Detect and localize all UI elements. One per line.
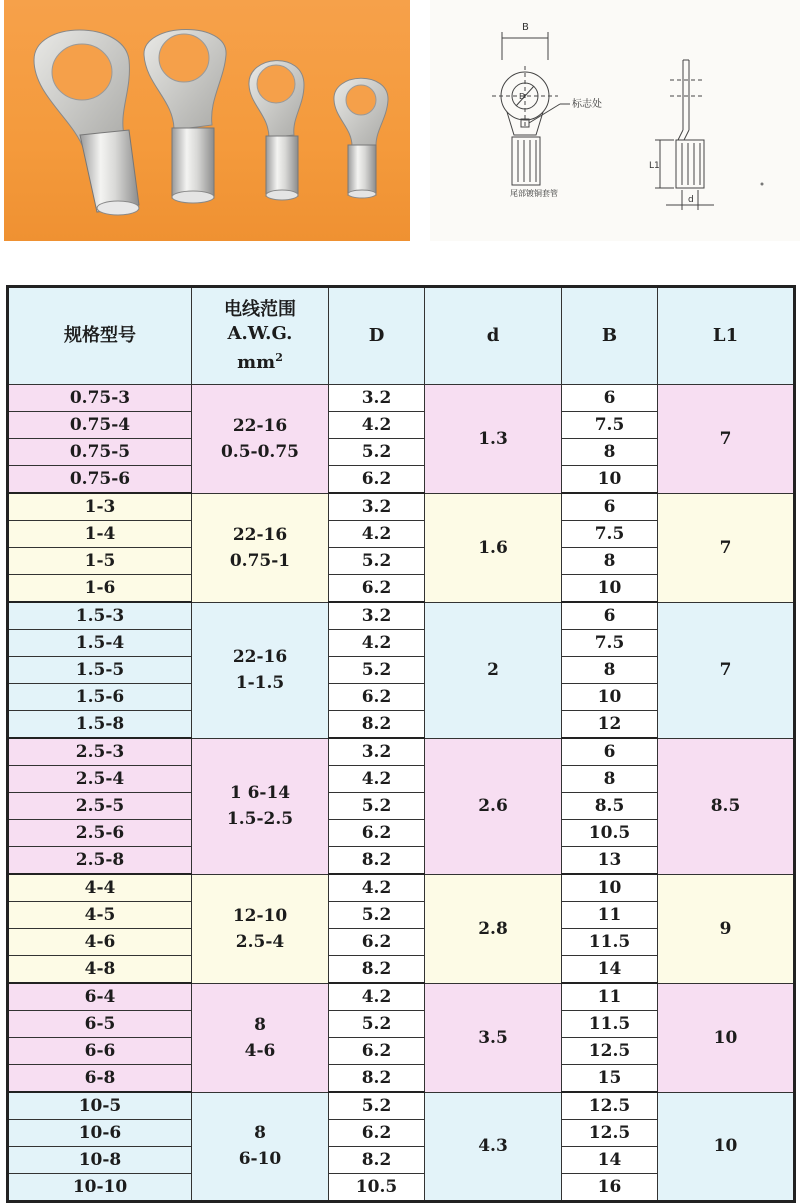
cell-B: 6 <box>562 602 658 630</box>
table-row <box>8 385 795 412</box>
cell-model: 1.5-5 <box>8 657 192 684</box>
header-B: B <box>562 287 658 385</box>
cell-d: 4.3 <box>425 1092 562 1202</box>
cell-B: 8 <box>562 766 658 793</box>
cell-D: 10.5 <box>329 1174 425 1202</box>
cell-B: 11.5 <box>562 929 658 956</box>
cell-d: 1.6 <box>425 493 562 602</box>
drawing-label-mark: 标志处 <box>572 99 602 110</box>
table-row <box>8 493 795 521</box>
cell-model: 0.75-5 <box>8 439 192 466</box>
cell-L1: 8.5 <box>658 738 795 874</box>
wire-awg: 22-16 <box>232 415 288 436</box>
terminal-medium-large <box>144 29 226 203</box>
cell-B: 8 <box>562 657 658 684</box>
product-photo <box>4 0 410 241</box>
cell-B: 6 <box>562 738 658 766</box>
wire-mm2: 0.5-0.75 <box>220 441 300 462</box>
terminal-small <box>334 78 388 198</box>
cell-B: 7.5 <box>562 412 658 439</box>
wire-mm2: 0.75-1 <box>229 550 291 571</box>
drawing-label-d-inner: D <box>519 92 526 101</box>
cell-B: 10.5 <box>562 820 658 847</box>
wire-awg: 8 <box>254 1123 266 1144</box>
cell-wire-range <box>192 1092 329 1202</box>
cell-model: 0.75-4 <box>8 412 192 439</box>
cell-B: 11 <box>562 902 658 929</box>
cell-wire-range <box>192 874 329 983</box>
cell-D: 5.2 <box>329 439 425 466</box>
technical-drawing <box>430 0 800 241</box>
cell-model: 1-3 <box>8 493 192 521</box>
terminal-medium <box>249 61 304 200</box>
cell-D: 4.2 <box>329 630 425 657</box>
header-L1: L1 <box>658 287 795 385</box>
cell-D: 6.2 <box>329 1120 425 1147</box>
terminal-dimension-drawing <box>430 0 800 241</box>
header-wire-sup: 2 <box>275 350 283 364</box>
cell-d: 2.8 <box>425 874 562 983</box>
cell-D: 4.2 <box>329 412 425 439</box>
cell-wire-range <box>192 983 329 1092</box>
wire-mm2: 2.5-4 <box>235 931 285 952</box>
header-model: 规格型号 <box>8 287 192 385</box>
cell-L1: 7 <box>658 602 795 738</box>
wire-mm2: 6-10 <box>238 1149 282 1170</box>
header-d: d <box>425 287 562 385</box>
cell-model: 0.75-3 <box>8 385 192 412</box>
cell-model: 1-4 <box>8 521 192 548</box>
cell-model: 4-6 <box>8 929 192 956</box>
cell-D: 8.2 <box>329 956 425 984</box>
cell-D: 3.2 <box>329 385 425 412</box>
cell-D: 3.2 <box>329 493 425 521</box>
cell-B: 7.5 <box>562 521 658 548</box>
cell-B: 11 <box>562 983 658 1011</box>
cell-model: 10-8 <box>8 1147 192 1174</box>
wire-mm2: 1.5-2.5 <box>226 809 294 829</box>
cell-model: 1.5-3 <box>8 602 192 630</box>
cell-B: 16 <box>562 1174 658 1202</box>
cell-D: 4.2 <box>329 983 425 1011</box>
cell-model: 4-4 <box>8 874 192 902</box>
cell-B: 10 <box>562 466 658 494</box>
cell-B: 10 <box>562 575 658 603</box>
cell-D: 6.2 <box>329 684 425 711</box>
cell-model: 1-5 <box>8 548 192 575</box>
cell-B: 13 <box>562 847 658 875</box>
cell-D: 5.2 <box>329 657 425 684</box>
wire-awg: 8 <box>254 1014 266 1035</box>
cell-B: 15 <box>562 1065 658 1093</box>
table-row <box>8 874 795 902</box>
header-wire-line2: A.W.G. <box>227 322 293 344</box>
cell-model: 1.5-4 <box>8 630 192 657</box>
cell-wire-range <box>192 738 329 874</box>
cell-D: 8.2 <box>329 847 425 875</box>
cell-d: 2 <box>425 602 562 738</box>
cell-model: 4-8 <box>8 956 192 984</box>
header-wire-line3 <box>192 346 328 375</box>
cell-B: 12.5 <box>562 1092 658 1120</box>
cell-model: 6-4 <box>8 983 192 1011</box>
cell-model: 6-8 <box>8 1065 192 1093</box>
cell-B: 14 <box>562 1147 658 1174</box>
cell-L1: 10 <box>658 1092 795 1202</box>
wire-awg: 22-16 <box>232 524 288 545</box>
cell-B: 8 <box>562 439 658 466</box>
drawing-label-d: d <box>688 195 694 205</box>
ring-terminals-photo <box>4 0 410 241</box>
cell-d: 2.6 <box>425 738 562 874</box>
cell-model: 4-5 <box>8 902 192 929</box>
cell-wire-range <box>192 385 329 494</box>
cell-wire-range <box>192 493 329 602</box>
cell-D: 6.2 <box>329 929 425 956</box>
cell-D: 5.2 <box>329 1011 425 1038</box>
cell-B: 10 <box>562 684 658 711</box>
cell-B: 11.5 <box>562 1011 658 1038</box>
spec-table <box>6 285 796 1203</box>
cell-D: 8.2 <box>329 1147 425 1174</box>
table-row <box>8 983 795 1011</box>
cell-B: 12 <box>562 711 658 739</box>
terminal-large <box>34 30 139 215</box>
cell-D: 6.2 <box>329 820 425 847</box>
header-wire-unit: mm <box>237 351 276 373</box>
cell-model: 2.5-8 <box>8 847 192 875</box>
header-D: D <box>329 287 425 385</box>
cell-D: 5.2 <box>329 1092 425 1120</box>
cell-D: 3.2 <box>329 602 425 630</box>
cell-D: 3.2 <box>329 738 425 766</box>
cell-d: 3.5 <box>425 983 562 1092</box>
cell-model: 10-5 <box>8 1092 192 1120</box>
cell-D: 8.2 <box>329 1065 425 1093</box>
cell-B: 12.5 <box>562 1120 658 1147</box>
cell-model: 2.5-3 <box>8 738 192 766</box>
cell-model: 6-5 <box>8 1011 192 1038</box>
cell-B: 12.5 <box>562 1038 658 1065</box>
table-row <box>8 602 795 630</box>
cell-model: 1.5-6 <box>8 684 192 711</box>
cell-model: 6-6 <box>8 1038 192 1065</box>
header-wire-range <box>192 287 329 385</box>
cell-L1: 10 <box>658 983 795 1092</box>
cell-d: 1.3 <box>425 385 562 494</box>
cell-model: 2.5-4 <box>8 766 192 793</box>
cell-model: 10-10 <box>8 1174 192 1202</box>
drawing-label-tail: 尾部镀铜套管 <box>510 189 558 198</box>
cell-L1: 7 <box>658 493 795 602</box>
cell-D: 4.2 <box>329 766 425 793</box>
drawing-label-b: B <box>522 22 529 33</box>
cell-model: 0.75-6 <box>8 466 192 494</box>
cell-D: 6.2 <box>329 466 425 494</box>
header-wire-line1: 电线范围 <box>224 298 296 320</box>
cell-D: 6.2 <box>329 1038 425 1065</box>
cell-D: 4.2 <box>329 521 425 548</box>
wire-awg: 12-10 <box>232 905 288 926</box>
cell-model: 10-6 <box>8 1120 192 1147</box>
cell-D: 8.2 <box>329 711 425 739</box>
cell-wire-range <box>192 602 329 738</box>
cell-B: 8.5 <box>562 793 658 820</box>
header-row <box>8 287 795 385</box>
cell-model: 2.5-5 <box>8 793 192 820</box>
table-row <box>8 738 795 766</box>
cell-model: 2.5-6 <box>8 820 192 847</box>
wire-mm2: 1-1.5 <box>235 673 285 693</box>
wire-mm2: 4-6 <box>244 1040 276 1061</box>
cell-B: 10 <box>562 874 658 902</box>
cell-B: 6 <box>562 493 658 521</box>
cell-D: 4.2 <box>329 874 425 902</box>
cell-model: 1.5-8 <box>8 711 192 739</box>
wire-awg: 1 6-14 <box>229 783 291 803</box>
cell-model: 1-6 <box>8 575 192 603</box>
drawing-label-l1: L1 <box>649 161 660 171</box>
cell-D: 5.2 <box>329 548 425 575</box>
cell-L1: 9 <box>658 874 795 983</box>
cell-B: 8 <box>562 548 658 575</box>
wire-awg: 22-16 <box>232 647 288 667</box>
cell-D: 6.2 <box>329 575 425 603</box>
cell-L1: 7 <box>658 385 795 494</box>
spec-body <box>8 385 795 1202</box>
cell-B: 14 <box>562 956 658 984</box>
cell-D: 5.2 <box>329 902 425 929</box>
cell-B: 7.5 <box>562 630 658 657</box>
table-row <box>8 1092 795 1120</box>
cell-D: 5.2 <box>329 793 425 820</box>
cell-B: 6 <box>562 385 658 412</box>
